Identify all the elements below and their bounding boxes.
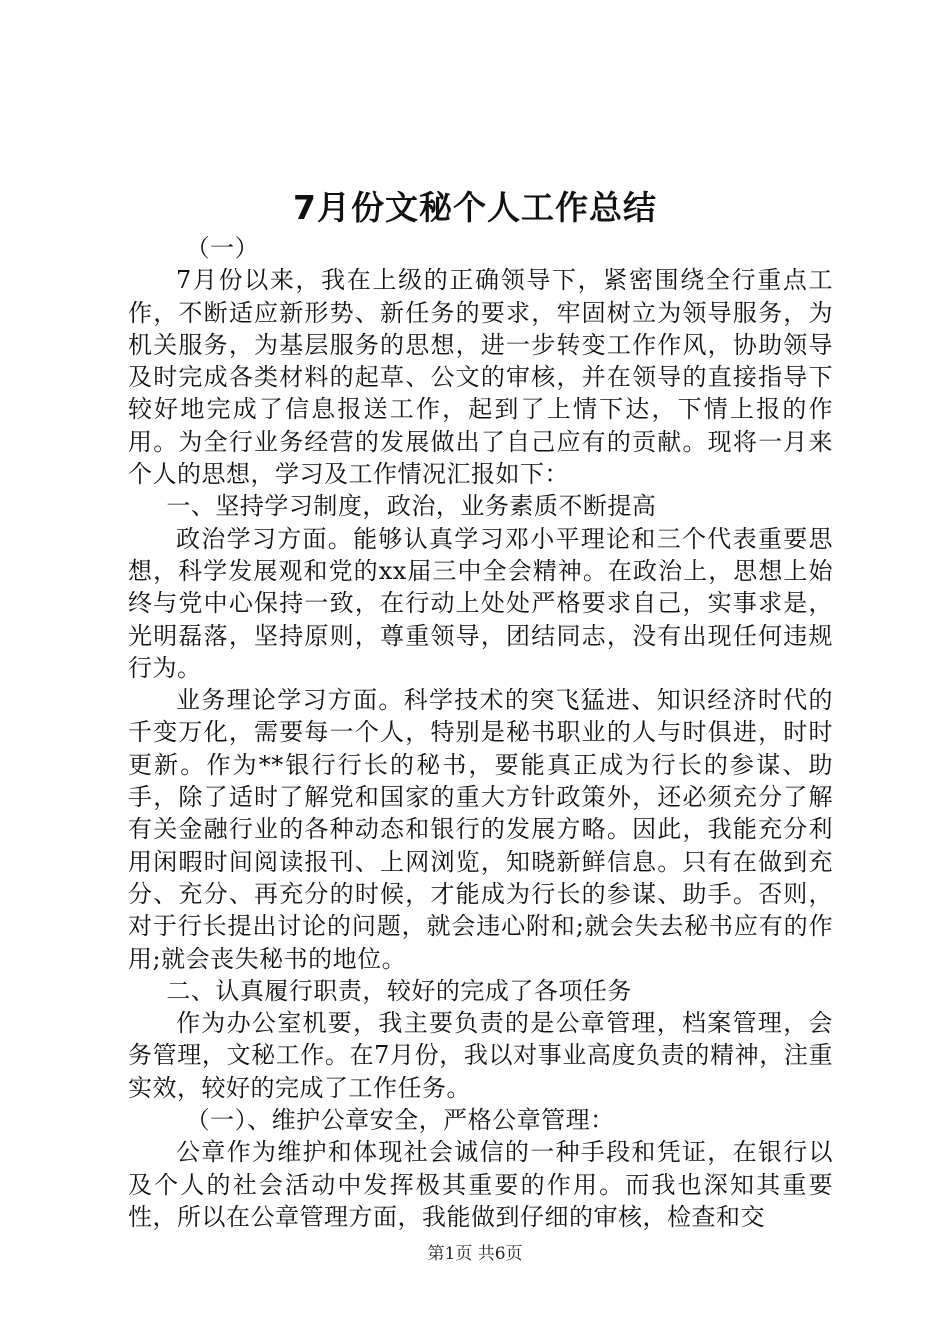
section-heading: 一、坚持学习制度，政治，业务素质不断提高 <box>166 492 657 521</box>
body-paragraph: 作为办公室机要，我主要负责的是公章管理，档案管理，会务管理，文秘工作。在7月份，我以对事业高度负责的精神，注重实效，较好的完成了工作任务。 <box>128 1009 833 1102</box>
body-paragraph: 7月份以来，我在上级的正确领导下，紧密围绕全行重点工作，不断适应新形势、新任务的要求，牢固树立为领导服务，为机关服务，为基层服务的思想，进一步转变工作作风，协助领导及时完成各类材料的起草、公文的审核，并在领导的直接指导下较好地完成了信息报送工作，起到了上情下达，下情上报的作用。为全行业务经营的发展做出了自己应有的贡献。现将一月来个人的思想，学习及工作情况汇报如下： <box>128 266 833 489</box>
section-marker: （一） <box>185 234 260 262</box>
section-heading: 二、认真履行职责，较好的完成了各项任务 <box>166 976 632 1005</box>
page-number-footer: 第1页 共6页 <box>427 1244 523 1264</box>
body-paragraph: 公章作为维护和体现社会诚信的一种手段和凭证，在银行以及个人的社会活动中发挥极其重要的作用。而我也深知其重要性，所以在公章管理方面，我能做到仔细的审核，检查和交 <box>128 1138 833 1231</box>
body-paragraph: 业务理论学习方面。科学技术的突飞猛进、知识经济时代的千变万化，需要每一个人，特别是秘书职业的人与时俱进，时时更新。作为**银行行长的秘书，要能真正成为行长的参谋、助手，除了适时了解党和国家的重大方针政策外，还必须充分了解有关金融行业的各种动态和银行的发展方略。因此，我能充分利用闲暇时间阅读报刊、上网浏览，知晓新鲜信息。只有在做到充分、充分、再充分的时候，才能成为行长的参谋、助手。否则，对于行长提出讨论的问题，就会违心附和;就会失去秘书应有的作用;就会丧失秘书的地位。 <box>128 686 833 973</box>
body-paragraph: 政治学习方面。能够认真学习邓小平理论和三个代表重要思想，科学发展观和党的xx届三中全会精神。在政治上，思想上始终与党中心保持一致，在行动上处处严格要求自己，实事求是，光明磊落，坚持原则，尊重领导，团结同志，没有出现任何违规行为。 <box>128 524 833 682</box>
document-title: 7月份文秘个人工作总结 <box>293 188 657 227</box>
document-body <box>128 232 833 1233</box>
subsection-heading: （一）、维护公章安全，严格公章管理： <box>185 1106 615 1135</box>
